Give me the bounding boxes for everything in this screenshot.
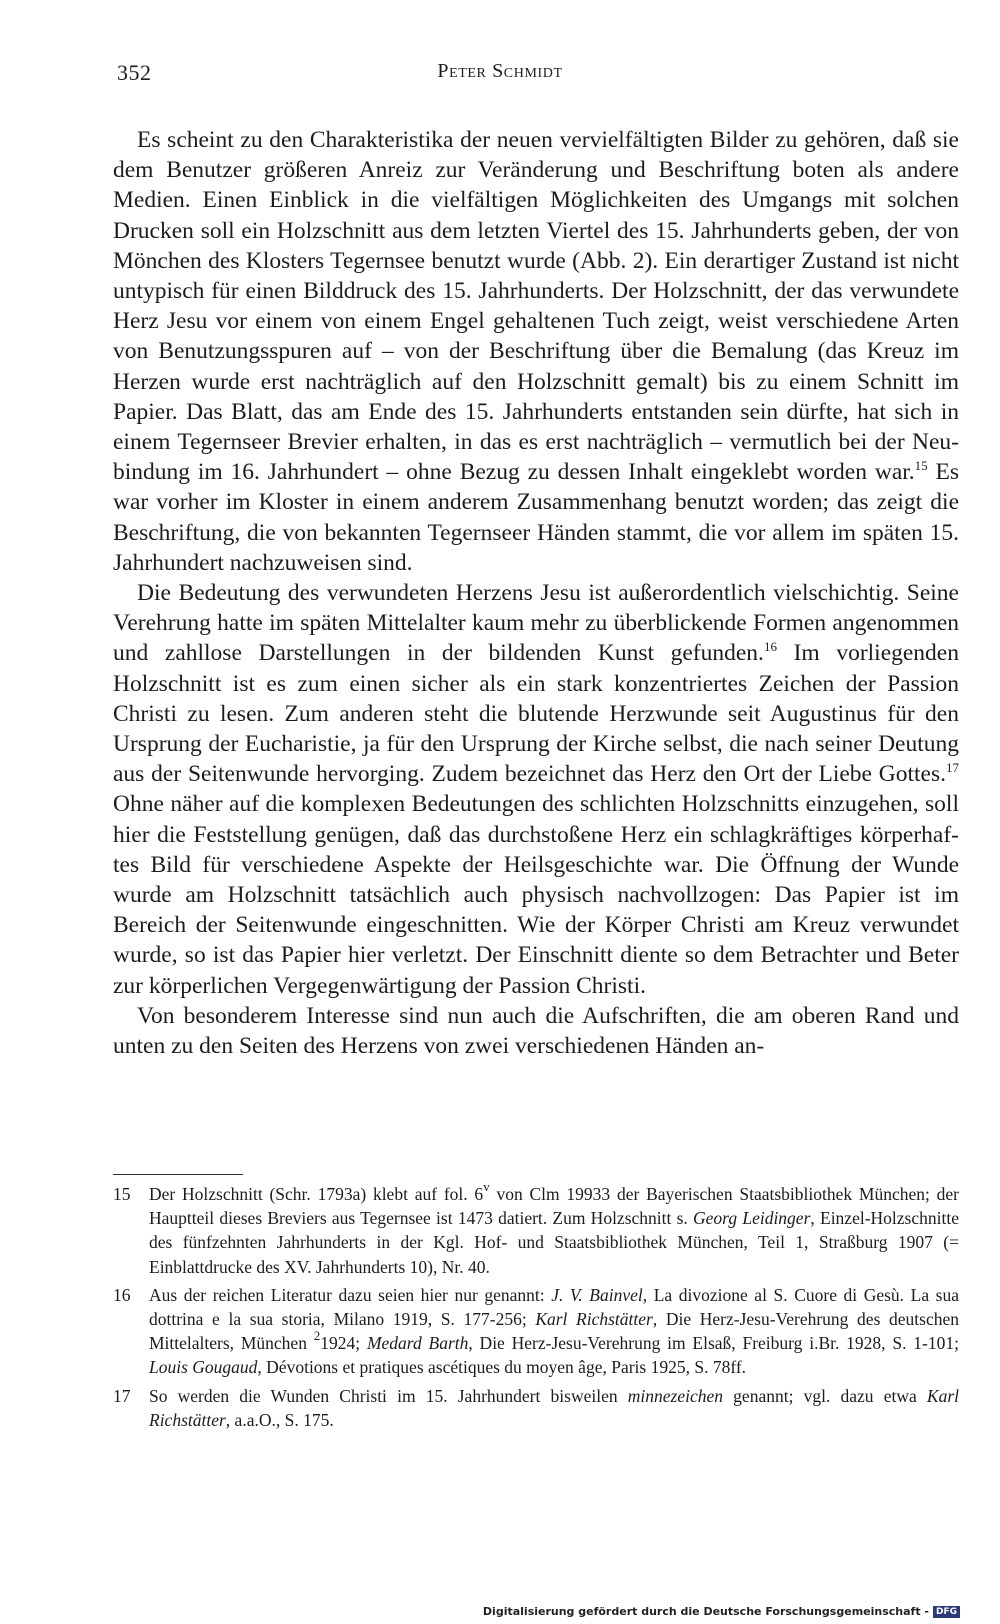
paragraph-3 bbox=[113, 1001, 959, 1061]
digitization-credit bbox=[483, 1605, 960, 1618]
author-name: Karl Richstätter bbox=[149, 1385, 959, 1430]
footnotes bbox=[113, 1179, 959, 1436]
footnote-number: 15 bbox=[113, 1184, 131, 1204]
text-span: So werden die Wunden Christi im 15. Jahrhundert bisweilen bbox=[149, 1385, 628, 1406]
text-span: genannt; vgl. dazu etwa bbox=[723, 1385, 927, 1406]
footnote-ref-15: 15 bbox=[914, 458, 928, 474]
text-span: , Die Herz-Jesu-Verehrung im Elsaß, Freiburg i.Br. 1928, S. 1-101; bbox=[468, 1333, 959, 1354]
author-name: Medard Barth bbox=[366, 1333, 469, 1354]
text-span: von Clm 19933 der Bayerischen Staatsbibliothek München; der Hauptteil dieses Breviers aus Tegernsee ist 1473 datiert. Zum Holzschnitt s. bbox=[149, 1184, 959, 1229]
text-span: Aus der reichen Literatur dazu seien hier nur genannt: bbox=[149, 1284, 552, 1305]
running-head: Peter Schmidt bbox=[437, 60, 563, 82]
footnote-number: 16 bbox=[113, 1284, 131, 1305]
text-span: , Dévotions et pratiques ascétiques du moyen âge, Paris 1925, S. 78ff. bbox=[257, 1357, 747, 1378]
body-text bbox=[113, 125, 959, 1061]
author-name: Louis Gougaud bbox=[149, 1357, 258, 1378]
text-span: 1924; bbox=[320, 1333, 367, 1354]
footnote-16 bbox=[113, 1283, 959, 1380]
footnote-ref-17: 17 bbox=[946, 760, 959, 776]
dfg-logo: DFG bbox=[933, 1606, 960, 1618]
page-number: 352 bbox=[117, 60, 152, 85]
text-span: Ohne näher auf die komplexen Bedeutungen des schlichten Holzschnitts einzugehen, soll hier die Feststellung genügen, daß das durchstoßene Herz ein schlagkräftiges körperhaftes Bild für verschiedene Aspekte der Heilsgeschichte war. Die Öffnung der Wunde wurde am Holzschnitt tatsächlich auch physisch nachvollzogen: Das Papier ist im Bereich der Seitenwunde eingeschnitten. Wie der Körper Christi am Kreuz verwundet wurde, so ist das Papier hier verletzt. Der Einschnitt diente so dem Betrachter und Beter zur körperlichen Vergegenwärtigung der Passion Christi. bbox=[113, 791, 959, 999]
text-span: , Die Herz-Jesu-Verehrung des deutschen Mittelalters, München bbox=[149, 1309, 959, 1354]
text-span: Der Holzschnitt (Schr. 1793a) klebt auf fol. 6 bbox=[149, 1184, 484, 1204]
superscript: 2 bbox=[313, 1328, 321, 1344]
text-span: , a.a.O., S. 175. bbox=[225, 1409, 334, 1430]
footnote-ref-16: 16 bbox=[763, 639, 777, 655]
footnote-17 bbox=[113, 1384, 959, 1432]
footnote-15 bbox=[113, 1179, 959, 1279]
paragraph-2 bbox=[113, 578, 959, 1001]
superscript: v bbox=[483, 1179, 490, 1194]
text-span: , La divozione al S. Cuore di Gesù. La sua dottrina e la sua storia, Milano 1919, S. 177-256; bbox=[149, 1284, 959, 1330]
text-span: , Einzel-Holzschnitte des fünfzehnten Jahrhunderts in der Kgl. Hof- und Staatsbibliothek München, Teil 1, Straßburg 1907 (= Einblattdrucke des XV. Jahrhunderts 10), Nr. 40. bbox=[149, 1208, 959, 1277]
footnote-rule bbox=[113, 1174, 243, 1175]
text-span: Die Bedeutung des verwundeten Herzens Jesu ist außerordentlich vielschichtig. Seine Verehrung hatte im späten Mittelalter kaum mehr zu überblickende Formen angenommen und zahllose Darstellungen in der bildenden Kunst gefunden. bbox=[113, 580, 959, 667]
author-name: Georg Leidinger bbox=[693, 1208, 811, 1229]
credit-text: Digitalisierung gefördert durch die Deutsche Forschungsgemeinschaft - bbox=[482, 1605, 929, 1618]
paragraph-1 bbox=[113, 125, 959, 578]
text-span: Es war vorher im Kloster in einem anderem Zusammenhang benutzt worden; das zeigt die Beschriftung, die von bekannten Tegernseer Händen stammt, die vor allem im späten 15. Jahrhundert nachzuweisen sind. bbox=[113, 459, 960, 576]
text-span: Von besonderem Interesse sind nun auch die Aufschriften, die am oberen Rand und unten zu den Seiten des Herzens von zwei verschiedenen Händen an- bbox=[113, 1002, 959, 1060]
text-span: Es scheint zu den Charakteristika der neuen vervielfältigten Bilder zu gehören, daß sie dem Benutzer größeren Anreiz zur Veränderung und Beschriftung boten als andere Medien. Einen Einblick in die vielfältigen Möglichkeiten des Umgangs mit solchen Drucken soll ein Holzschnitt aus dem letzten Viertel des 15. Jahrhunderts geben, der von Mönchen des Klosters Tegernsee benutzt wurde (Abb. 2). Ein derartiger Zustand ist nicht untypisch für einen Bilddruck des 15. Jahrhunderts. Der Holzschnitt, der das verwundete Herz Jesu vor einem von einem Engel gehaltenen Tuch zeigt, weist verschiedene Arten von Benutzungsspuren auf – von der Beschriftung über die Bemalung (das Kreuz im Herzen wurde erst nachträglich auf den Holzschnitt gemalt) bis zu einem Schnitt im Papier. Das Blatt, das am Ende des 15. Jahrhunderts entstanden sein dürfte, hat sich in einem Tegernseer Brevier erhalten, in das es erst nachträglich – vermutlich bei der Neubindung im 16. Jahrhundert – ohne Bezug zu dessen Inhalt eingeklebt worden war. bbox=[113, 127, 959, 486]
footnote-number: 17 bbox=[113, 1385, 131, 1406]
author-name: Karl Richstätter bbox=[535, 1309, 653, 1330]
italic-term: minnezeichen bbox=[627, 1385, 724, 1406]
author-name: J. V. Bainvel bbox=[551, 1284, 643, 1305]
text-span: Im vorliegenden Holzschnitt ist es zum einen sicher als ein stark konzentriertes Zeichen der Passion Christi zu lesen. Zum anderen steht die blutende Herzwunde seit Augustinus für den Ursprung der Eucharistie, ja für den Ursprung der Kirche selbst, die nach seiner Deutung aus der Seitenwunde hervorging. Zudem bezeichnet das Herz den Ort der Liebe Gottes. bbox=[113, 640, 959, 788]
